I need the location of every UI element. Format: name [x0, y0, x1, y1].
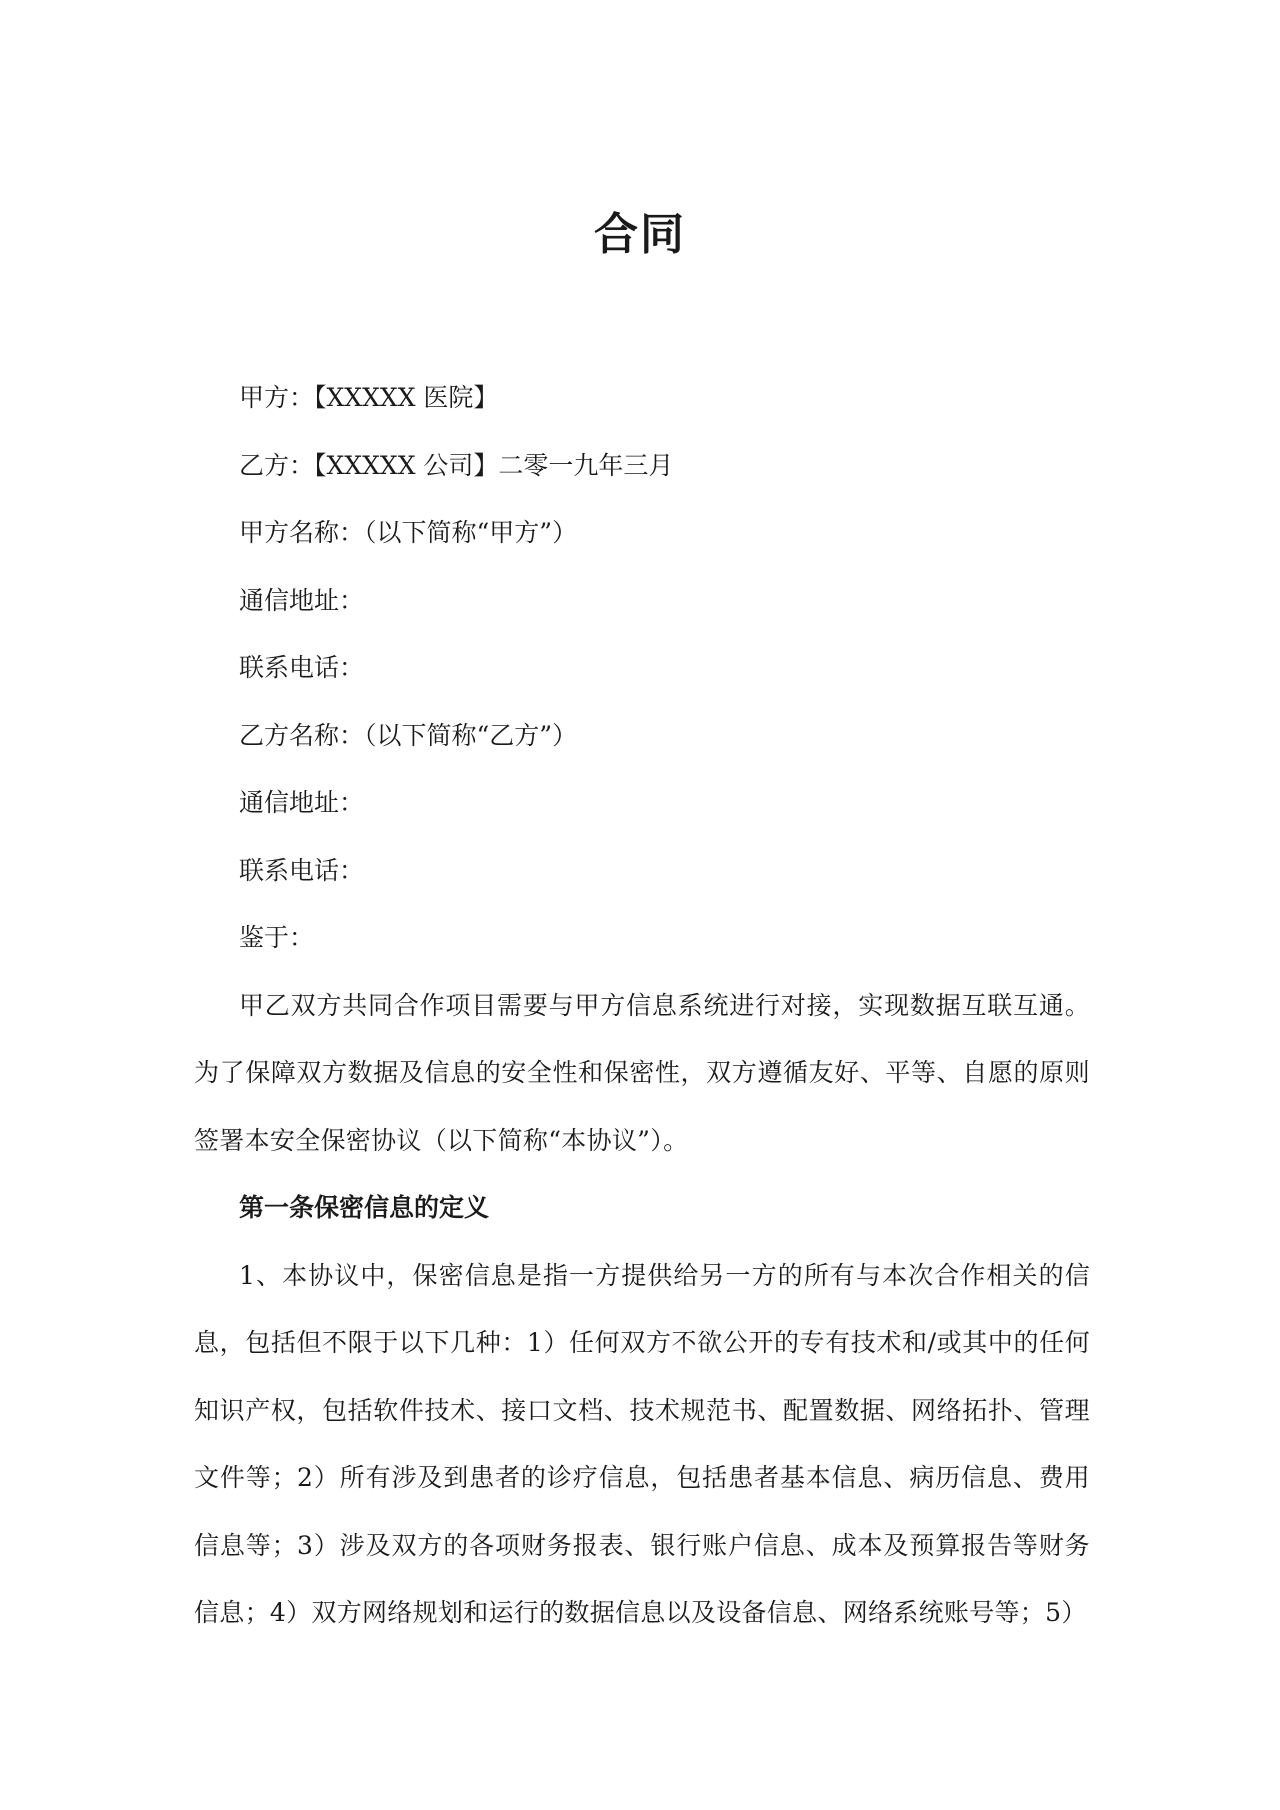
- party-a-phone-line: 联系电话：: [239, 653, 365, 682]
- whereas-line: 鉴于：: [239, 923, 315, 952]
- party-b-address-line: 通信地址：: [239, 788, 365, 817]
- document-title: 合同: [594, 209, 686, 261]
- document-body: [194, 364, 1090, 1647]
- preamble-paragraph: 甲乙双方共同合作项目需要与甲方信息系统进行对接，实现数据互联互通。为了保障双方数据及信息的安全性和保密性，双方遵循友好、平等、自愿的原则签署本安全保密协议（以下简称“本协议”）。: [194, 990, 1090, 1155]
- article-1-clause-1: 1、本协议中，保密信息是指一方提供给另一方的所有与本次合作相关的信息，包括但不限于以下几种：1）任何双方不欲公开的专有技术和/或其中的任何知识产权，包括软件技术、接口文档、技术规范书、配置数据、网络拓扑、管理文件等；2）所有涉及到患者的诊疗信息，包括患者基本信息、病历信息、费用信息等；3）涉及双方的各项财务报表、银行账户信息、成本及预算报告等财务信息；4）双方网络规划和运行的数据信息以及设备信息、网络系统账号等；5）: [194, 1260, 1090, 1627]
- party-a-address-line: 通信地址：: [239, 585, 365, 615]
- party-b-name-line: 乙方名称：（以下简称“乙方”）: [239, 720, 578, 750]
- party-a-line: 甲方：【XXXXX 医院】: [239, 383, 499, 412]
- party-b-line: 乙方：【XXXXX 公司】二零一九年三月: [239, 450, 674, 480]
- party-a-name-line: 甲方名称：（以下简称“甲方”）: [239, 518, 578, 547]
- article-1-heading: 第一条保密信息的定义: [239, 1193, 490, 1222]
- party-b-phone-line: 联系电话：: [239, 855, 365, 885]
